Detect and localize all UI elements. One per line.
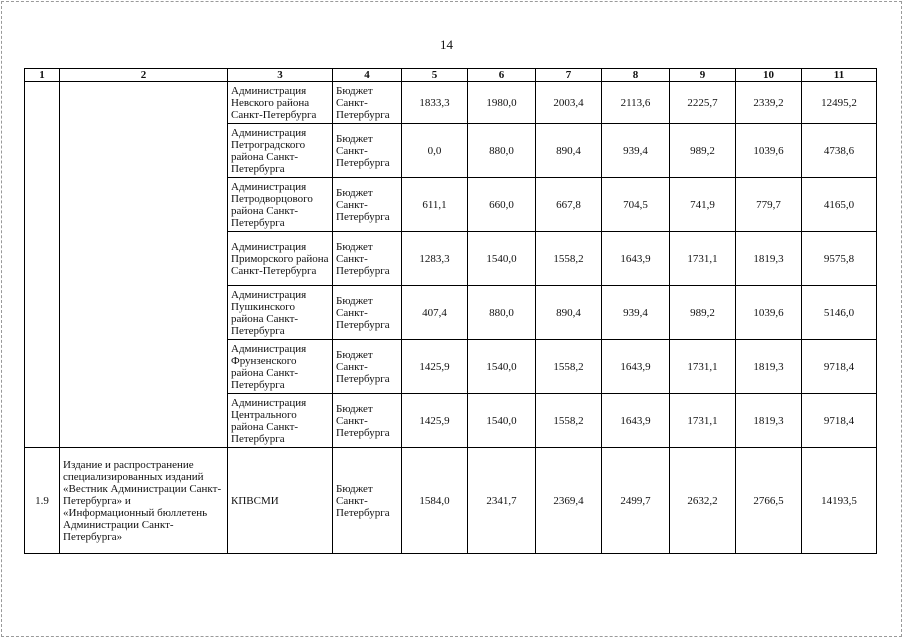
executor-cell: Администрация Центрального района Санкт-Петербурга <box>228 394 333 448</box>
source-cell: Бюджет Санкт-Петербурга <box>333 232 402 286</box>
source-cell: Бюджет Санкт-Петербурга <box>333 124 402 178</box>
value-cell: 1731,1 <box>670 340 736 394</box>
value-cell: 2225,7 <box>670 82 736 124</box>
source-cell: Бюджет Санкт-Петербурга <box>333 82 402 124</box>
value-cell: 1540,0 <box>468 232 536 286</box>
source-cell: Бюджет Санкт-Петербурга <box>333 394 402 448</box>
item-name-cell <box>60 82 228 448</box>
value-cell: 1558,2 <box>536 394 602 448</box>
value-cell: 1980,0 <box>468 82 536 124</box>
item-number-cell <box>25 82 60 448</box>
header-cell: 4 <box>333 69 402 82</box>
value-cell: 2499,7 <box>602 448 670 554</box>
value-cell: 939,4 <box>602 124 670 178</box>
source-cell: Бюджет Санкт-Петербурга <box>333 286 402 340</box>
value-cell: 2369,4 <box>536 448 602 554</box>
header-cell: 9 <box>670 69 736 82</box>
value-cell: 0,0 <box>402 124 468 178</box>
value-cell: 1819,3 <box>736 394 802 448</box>
header-cell: 10 <box>736 69 802 82</box>
source-cell: Бюджет Санкт-Петербурга <box>333 448 402 554</box>
value-cell: 704,5 <box>602 178 670 232</box>
value-cell: 1540,0 <box>468 340 536 394</box>
value-cell: 1425,9 <box>402 340 468 394</box>
total-cell: 14193,5 <box>802 448 877 554</box>
executor-cell: Администрация Фрунзенского района Санкт-Петербурга <box>228 340 333 394</box>
value-cell: 890,4 <box>536 286 602 340</box>
total-cell: 9718,4 <box>802 340 877 394</box>
executor-cell: Администрация Приморского района Санкт-Петербурга <box>228 232 333 286</box>
value-cell: 1558,2 <box>536 232 602 286</box>
value-cell: 1425,9 <box>402 394 468 448</box>
value-cell: 890,4 <box>536 124 602 178</box>
value-cell: 1584,0 <box>402 448 468 554</box>
header-cell: 5 <box>402 69 468 82</box>
value-cell: 1039,6 <box>736 286 802 340</box>
executor-cell: Администрация Петродворцового района Санкт-Петербурга <box>228 178 333 232</box>
header-cell: 2 <box>60 69 228 82</box>
value-cell: 2341,7 <box>468 448 536 554</box>
value-cell: 989,2 <box>670 286 736 340</box>
value-cell: 1643,9 <box>602 232 670 286</box>
header-cell: 6 <box>468 69 536 82</box>
value-cell: 2339,2 <box>736 82 802 124</box>
value-cell: 779,7 <box>736 178 802 232</box>
total-cell: 9718,4 <box>802 394 877 448</box>
value-cell: 1833,3 <box>402 82 468 124</box>
item-name-cell: Издание и распространение специализированных изданий «Вестник Администрации Санкт-Петербурга» и «Информационный бюллетень Администрации Санкт-Петербурга» <box>60 448 228 554</box>
header-cell: 8 <box>602 69 670 82</box>
value-cell: 2632,2 <box>670 448 736 554</box>
executor-cell: Администрация Петроградского района Санкт-Петербурга <box>228 124 333 178</box>
total-cell: 12495,2 <box>802 82 877 124</box>
source-cell: Бюджет Санкт-Петербурга <box>333 340 402 394</box>
value-cell: 2113,6 <box>602 82 670 124</box>
total-cell: 9575,8 <box>802 232 877 286</box>
value-cell: 741,9 <box>670 178 736 232</box>
value-cell: 880,0 <box>468 124 536 178</box>
executor-cell: КПВСМИ <box>228 448 333 554</box>
table-row <box>25 448 877 554</box>
value-cell: 407,4 <box>402 286 468 340</box>
budget-table <box>24 68 877 554</box>
value-cell: 1819,3 <box>736 232 802 286</box>
value-cell: 1643,9 <box>602 340 670 394</box>
header-row <box>25 69 877 82</box>
total-cell: 5146,0 <box>802 286 877 340</box>
table-row <box>25 82 877 124</box>
header-cell: 3 <box>228 69 333 82</box>
value-cell: 2003,4 <box>536 82 602 124</box>
value-cell: 1731,1 <box>670 394 736 448</box>
page-number: 14 <box>440 37 453 52</box>
source-cell: Бюджет Санкт-Петербурга <box>333 178 402 232</box>
value-cell: 660,0 <box>468 178 536 232</box>
value-cell: 1540,0 <box>468 394 536 448</box>
total-cell: 4165,0 <box>802 178 877 232</box>
total-cell: 4738,6 <box>802 124 877 178</box>
value-cell: 1819,3 <box>736 340 802 394</box>
value-cell: 2766,5 <box>736 448 802 554</box>
value-cell: 611,1 <box>402 178 468 232</box>
value-cell: 1283,3 <box>402 232 468 286</box>
header-cell: 7 <box>536 69 602 82</box>
header-cell: 1 <box>25 69 60 82</box>
header-cell: 11 <box>802 69 877 82</box>
item-number-cell: 1.9 <box>25 448 60 554</box>
value-cell: 1731,1 <box>670 232 736 286</box>
value-cell: 667,8 <box>536 178 602 232</box>
value-cell: 989,2 <box>670 124 736 178</box>
value-cell: 1558,2 <box>536 340 602 394</box>
value-cell: 1643,9 <box>602 394 670 448</box>
executor-cell: Администрация Невского района Санкт-Петербурга <box>228 82 333 124</box>
value-cell: 939,4 <box>602 286 670 340</box>
executor-cell: Администрация Пушкинского района Санкт-Петербурга <box>228 286 333 340</box>
value-cell: 1039,6 <box>736 124 802 178</box>
value-cell: 880,0 <box>468 286 536 340</box>
